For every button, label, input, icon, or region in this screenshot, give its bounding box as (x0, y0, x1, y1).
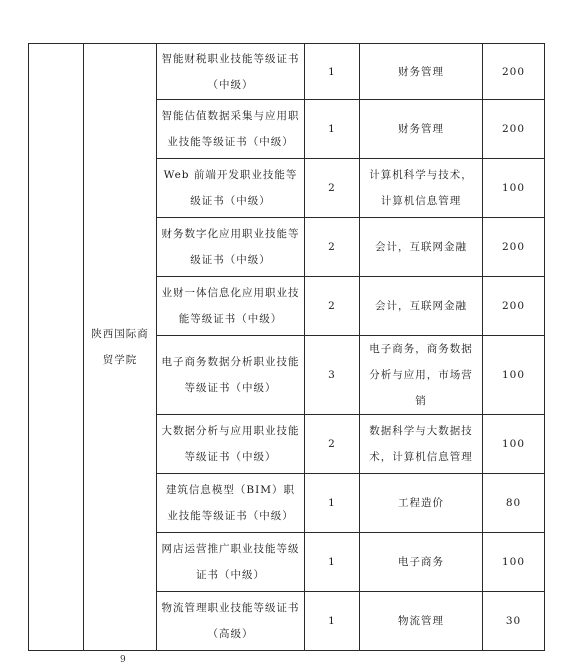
quota-cell: 200 (483, 218, 545, 277)
certificate-table (28, 43, 545, 651)
blank-index-cell (29, 44, 84, 651)
count-cell: 2 (305, 218, 360, 277)
certificate-name-cell: 电子商务数据分析职业技能等级证书（中级） (157, 336, 305, 415)
major-cell: 工程造价 (360, 474, 483, 533)
count-cell: 1 (305, 100, 360, 159)
quota-cell: 100 (483, 159, 545, 218)
certificate-name-cell: 财务数字化应用职业技能等级证书（中级） (157, 218, 305, 277)
count-cell: 3 (305, 336, 360, 415)
quota-cell: 100 (483, 415, 545, 474)
certificate-name-cell: 网店运营推广职业技能等级证书（中级） (157, 533, 305, 592)
quota-cell: 80 (483, 474, 545, 533)
major-cell: 财务管理 (360, 100, 483, 159)
major-cell: 会计，互联网金融 (360, 277, 483, 336)
page-number: 9 (120, 655, 126, 665)
school-name-cell: 陕西国际商贸学院 (84, 44, 157, 651)
major-cell: 数据科学与大数据技术，计算机信息管理 (360, 415, 483, 474)
certificate-name-cell: 物流管理职业技能等级证书（高级） (157, 592, 305, 651)
count-cell: 2 (305, 277, 360, 336)
table-row (29, 44, 545, 100)
major-cell: 物流管理 (360, 592, 483, 651)
count-cell: 2 (305, 159, 360, 218)
quota-cell: 100 (483, 336, 545, 415)
count-cell: 1 (305, 533, 360, 592)
major-cell: 电子商务 (360, 533, 483, 592)
quota-cell: 100 (483, 533, 545, 592)
count-cell: 2 (305, 415, 360, 474)
count-cell: 1 (305, 474, 360, 533)
certificate-name-cell: 智能财税职业技能等级证书（中级） (157, 44, 305, 100)
certificate-name-cell: Web 前端开发职业技能等级证书（中级） (157, 159, 305, 218)
major-cell: 计算机科学与技术，计算机信息管理 (360, 159, 483, 218)
quota-cell: 200 (483, 100, 545, 159)
count-cell: 1 (305, 44, 360, 100)
major-cell: 会计，互联网金融 (360, 218, 483, 277)
quota-cell: 30 (483, 592, 545, 651)
certificate-name-cell: 大数据分析与应用职业技能等级证书（中级） (157, 415, 305, 474)
count-cell: 1 (305, 592, 360, 651)
quota-cell: 200 (483, 44, 545, 100)
quota-cell: 200 (483, 277, 545, 336)
certificate-name-cell: 建筑信息模型（BIM）职业技能等级证书（中级） (157, 474, 305, 533)
major-cell: 财务管理 (360, 44, 483, 100)
major-cell: 电子商务，商务数据分析与应用，市场营销 (360, 336, 483, 415)
certificate-name-cell: 业财一体信息化应用职业技能等级证书（中级） (157, 277, 305, 336)
certificate-name-cell: 智能估值数据采集与应用职业技能等级证书（中级） (157, 100, 305, 159)
